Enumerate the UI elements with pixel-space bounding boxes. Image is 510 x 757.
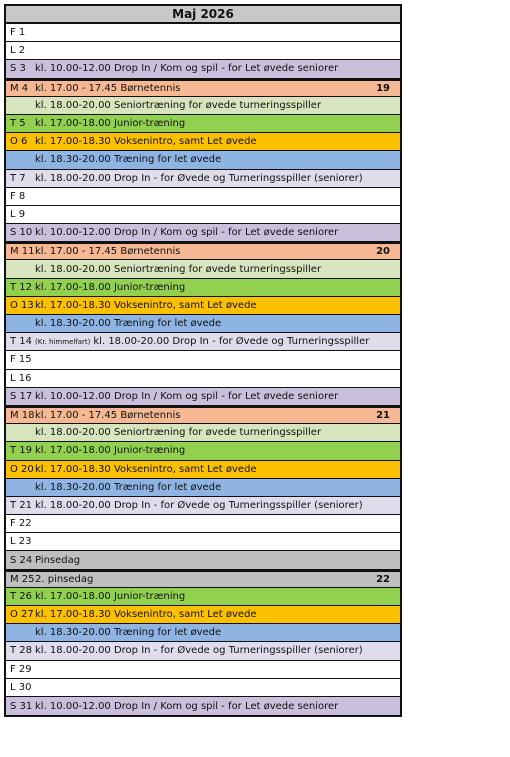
day-label: S 17 xyxy=(10,390,33,402)
day-label: S 3 xyxy=(10,63,26,75)
calendar-row xyxy=(6,60,400,78)
day-label: S 10 xyxy=(10,227,33,239)
calendar-row xyxy=(6,170,400,188)
day-label: M 11 xyxy=(10,246,35,258)
calendar-row xyxy=(6,515,400,533)
event-text: kl. 18.00-20.00 Drop In - for Øvede og Turneringsspiller (seniorer) xyxy=(35,172,363,184)
day-label: O 13 xyxy=(10,299,34,311)
calendar-row xyxy=(6,315,400,333)
week-number: 20 xyxy=(376,246,390,258)
calendar-row xyxy=(6,242,400,260)
calendar-table xyxy=(4,4,402,717)
day-label: F 29 xyxy=(10,663,32,675)
event-text: kl. 18.00-20.00 Drop In - for Øvede og Turneringsspiller (seniorer) xyxy=(35,645,363,657)
event-text: kl. 10.00-12.00 Drop In / Kom og spil - for Let øvede seniorer xyxy=(35,390,339,402)
day-label: O 6 xyxy=(10,136,28,148)
day-label: T 12 xyxy=(10,281,33,293)
calendar-row xyxy=(6,42,400,60)
event-text: kl. 18.30-20.00 Træning for let øvede xyxy=(35,318,222,330)
event-text: kl. 18.30-20.00 Træning for let øvede xyxy=(35,627,222,639)
calendar-row xyxy=(6,442,400,460)
day-label: F 8 xyxy=(10,190,26,202)
calendar-row xyxy=(6,551,400,569)
day-label: F 22 xyxy=(10,518,32,530)
day-label: L 30 xyxy=(10,681,32,693)
calendar-row xyxy=(6,624,400,642)
day-label: S 24 xyxy=(10,554,33,566)
calendar-row xyxy=(6,606,400,624)
day-label: T 7 xyxy=(10,172,26,184)
calendar-row xyxy=(6,497,400,515)
calendar-row xyxy=(6,188,400,206)
event-text: kl. 17.00-18.30 Voksenintro, samt Let øvede xyxy=(35,609,257,621)
event-text: kl. 18.00-20.00 Seniortræning for øvede turneringsspiller xyxy=(35,427,322,439)
calendar-row xyxy=(6,115,400,133)
day-label: T 28 xyxy=(10,645,33,657)
calendar-row xyxy=(6,424,400,442)
event-text: kl. 10.00-12.00 Drop In / Kom og spil - for Let øvede seniorer xyxy=(35,63,339,75)
calendar-row xyxy=(6,461,400,479)
day-label: L 9 xyxy=(10,208,26,220)
day-label: O 20 xyxy=(10,463,34,475)
calendar-row xyxy=(6,333,400,351)
event-text: kl. 10.00-12.00 Drop In / Kom og spil - for Let øvede seniorer xyxy=(35,227,339,239)
calendar-row xyxy=(6,479,400,497)
day-label: T 5 xyxy=(10,118,26,130)
day-label: L 16 xyxy=(10,372,32,384)
event-text: 2. pinsedag xyxy=(35,573,94,585)
day-label: T 26 xyxy=(10,590,33,602)
day-label: L 23 xyxy=(10,536,32,548)
day-label: F 1 xyxy=(10,27,26,39)
event-text: kl. 17.00 - 17.45 Børnetennis xyxy=(35,246,181,258)
calendar-row xyxy=(6,79,400,97)
calendar-row xyxy=(6,370,400,388)
event-text: (Kr. himmelfart) kl. 18.00-20.00 Drop In - for Øvede og Turneringsspiller xyxy=(35,336,370,348)
calendar-row xyxy=(6,661,400,679)
calendar-row xyxy=(6,642,400,660)
calendar-row xyxy=(6,533,400,551)
calendar-row xyxy=(6,679,400,697)
event-text: Pinsedag xyxy=(35,554,81,566)
calendar-row xyxy=(6,588,400,606)
calendar-row xyxy=(6,151,400,169)
day-label: T 21 xyxy=(10,499,33,511)
calendar-row xyxy=(6,224,400,242)
calendar-row xyxy=(6,97,400,115)
day-label: T 14 xyxy=(10,336,33,348)
event-text: kl. 18.30-20.00 Træning for let øvede xyxy=(35,154,222,166)
week-number: 21 xyxy=(376,410,390,422)
event-text: kl. 18.00-20.00 Drop In - for Øvede og Turneringsspiller (seniorer) xyxy=(35,499,363,511)
event-text: kl. 17.00-18.00 Junior-træning xyxy=(35,118,186,130)
holiday-note: (Kr. himmelfart) xyxy=(35,338,91,347)
day-label: M 25 xyxy=(10,573,35,585)
day-label: F 15 xyxy=(10,354,32,366)
calendar-row xyxy=(6,133,400,151)
week-number: 22 xyxy=(376,573,390,585)
calendar-row xyxy=(6,260,400,278)
month-title: Maj 2026 xyxy=(6,6,400,24)
event-text: kl. 17.00-18.00 Junior-træning xyxy=(35,281,186,293)
event-text: kl. 10.00-12.00 Drop In / Kom og spil - for Let øvede seniorer xyxy=(35,700,339,712)
event-text: kl. 17.00-18.30 Voksenintro, samt Let øvede xyxy=(35,299,257,311)
event-text: kl. 18.00-20.00 Seniortræning for øvede turneringsspiller xyxy=(35,99,322,111)
calendar-row xyxy=(6,206,400,224)
calendar-row xyxy=(6,24,400,42)
event-text: kl. 18.00-20.00 Seniortræning for øvede turneringsspiller xyxy=(35,263,322,275)
calendar-row xyxy=(6,351,400,369)
day-label: S 31 xyxy=(10,700,33,712)
week-number: 19 xyxy=(376,82,390,94)
calendar-row xyxy=(6,297,400,315)
day-label: M 4 xyxy=(10,82,29,94)
event-text: kl. 17.00-18.30 Voksenintro, samt Let øvede xyxy=(35,463,257,475)
day-label: L 2 xyxy=(10,45,26,57)
day-label: O 27 xyxy=(10,609,34,621)
calendar-row xyxy=(6,697,400,715)
event-text: kl. 18.30-20.00 Træning for let øvede xyxy=(35,481,222,493)
calendar-rows xyxy=(6,24,400,715)
event-text: kl. 17.00-18.00 Junior-træning xyxy=(35,590,186,602)
calendar-row xyxy=(6,570,400,588)
event-text: kl. 17.00 - 17.45 Børnetennis xyxy=(35,82,181,94)
event-text: kl. 17.00-18.00 Junior-træning xyxy=(35,445,186,457)
day-label: M 18 xyxy=(10,410,35,422)
calendar-row xyxy=(6,406,400,424)
event-text: kl. 17.00-18.30 Voksenintro, samt Let øvede xyxy=(35,136,257,148)
day-label: T 19 xyxy=(10,445,33,457)
event-text: kl. 17.00 - 17.45 Børnetennis xyxy=(35,410,181,422)
calendar-row xyxy=(6,388,400,406)
calendar-row xyxy=(6,279,400,297)
